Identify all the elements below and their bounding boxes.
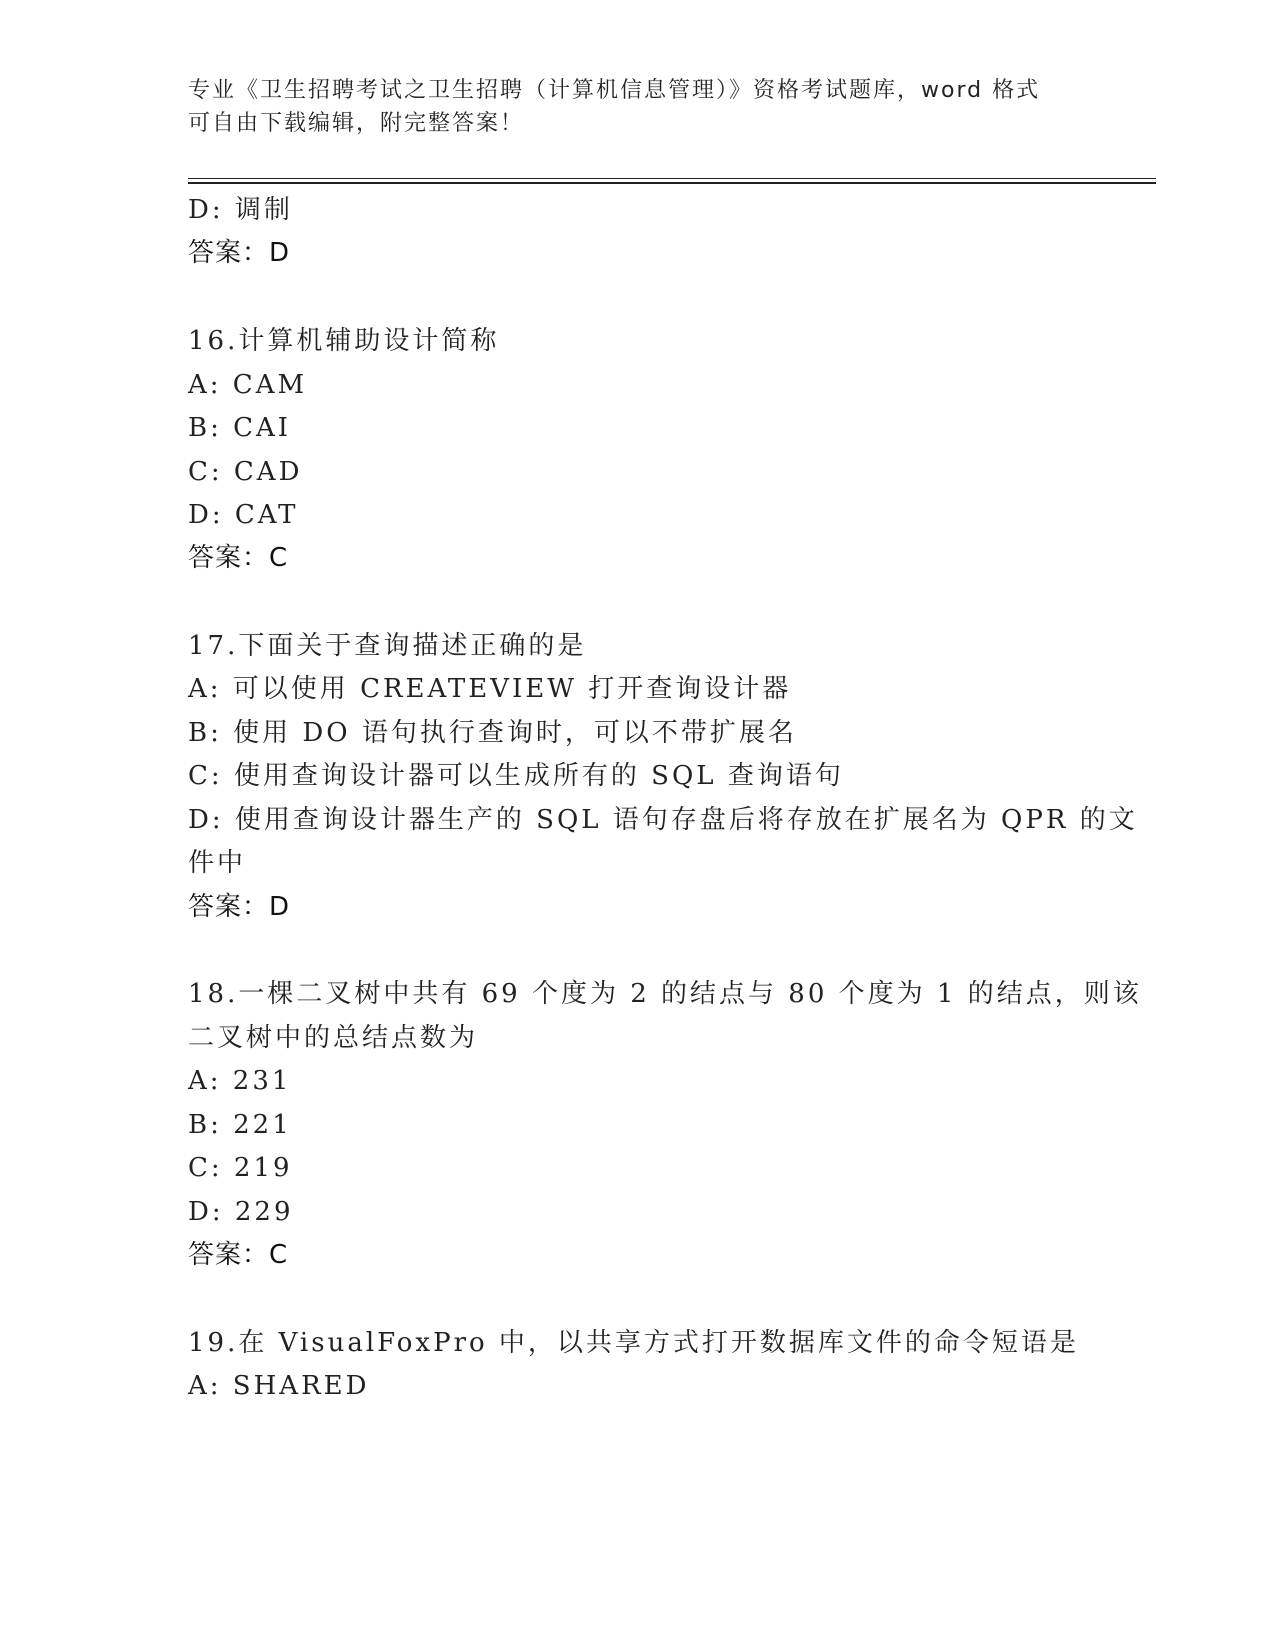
q15-answer: 答案：D [188, 238, 291, 268]
q17-question: 17.下面关于查询描述正确的是 [188, 631, 587, 661]
q17-option-a: A: 可以使用 CREATEVIEW 打开查询设计器 [188, 674, 792, 704]
q17-option-d-line-2: 件中 [188, 848, 247, 878]
header-divider-thin [188, 178, 1156, 179]
q18-option-d: D: 229 [188, 1197, 294, 1227]
header-line-2: 可自由下载编辑，附完整答案！ [188, 111, 525, 136]
q18-question-line-1: 18.一棵二叉树中共有 69 个度为 2 的结点与 80 个度为 1 的结点，则该 [188, 979, 1142, 1009]
q17-answer: 答案：D [188, 892, 291, 922]
q16-option-b: B: CAI [188, 413, 292, 443]
header-line-1: 专业《卫生招聘考试之卫生招聘（计算机信息管理）》资格考试题库，word 格式 [188, 78, 1041, 103]
q17-option-b: B: 使用 DO 语句执行查询时，可以不带扩展名 [188, 718, 797, 748]
q19-option-a: A: SHARED [188, 1371, 370, 1401]
q17-option-d-line-1: D: 使用查询设计器生产的 SQL 语句存盘后将存放在扩展名为 QPR 的文 [188, 805, 1138, 835]
q18-question-line-2: 二叉树中的总结点数为 [188, 1023, 479, 1053]
q19-question: 19.在 VisualFoxPro 中，以共享方式打开数据库文件的命令短语是 [188, 1328, 1079, 1358]
q16-option-a: A: CAM [188, 370, 308, 400]
q16-option-c: C: CAD [188, 457, 303, 487]
q16-question: 16.计算机辅助设计简称 [188, 326, 500, 356]
q16-answer: 答案：C [188, 543, 289, 573]
q16-option-d: D: CAT [188, 500, 299, 530]
header-divider-thick [188, 182, 1156, 184]
q17-option-c: C: 使用查询设计器可以生成所有的 SQL 查询语句 [188, 761, 844, 791]
q18-option-b: B: 221 [188, 1110, 292, 1140]
document-header [188, 74, 1088, 140]
q18-option-c: C: 219 [188, 1153, 293, 1183]
q18-option-a: A: 231 [188, 1066, 292, 1096]
q18-answer: 答案：C [188, 1240, 289, 1270]
q15-option-d: D: 调制 [188, 195, 293, 225]
